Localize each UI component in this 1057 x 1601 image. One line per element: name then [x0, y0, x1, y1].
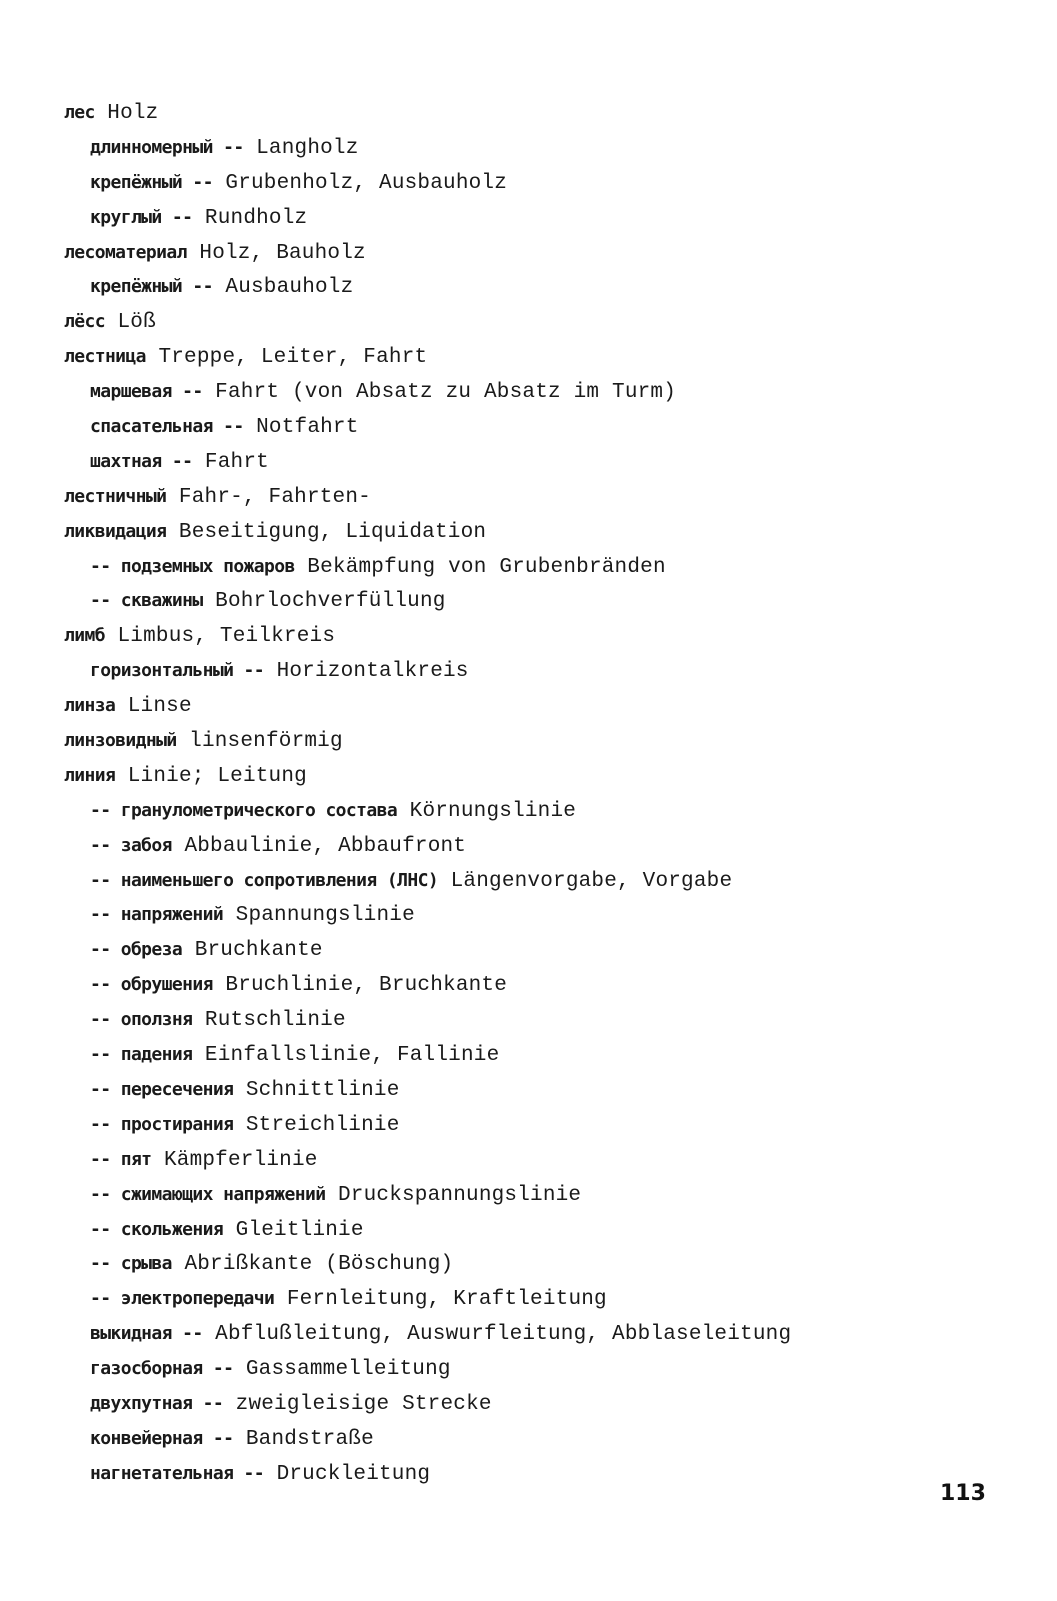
russian-term: -- обреза — [90, 939, 183, 961]
dictionary-entry — [0, 617, 1057, 652]
dictionary-entry — [0, 234, 1057, 269]
dictionary-entry — [0, 129, 1057, 164]
german-translation: Beseitigung, Liquidation — [178, 520, 487, 544]
russian-term: лестничный — [64, 485, 167, 507]
german-translation: Streichlinie — [245, 1113, 400, 1137]
dictionary-entry — [0, 652, 1057, 687]
german-translation: Horizontalkreis — [276, 660, 469, 684]
dictionary-entry — [0, 792, 1057, 827]
german-translation: Abflußleitung, Auswurfleitung, Abblaseleitung — [215, 1323, 792, 1347]
german-translation: Limbus, Teilkreis — [117, 625, 336, 649]
german-translation: Ausbauholz — [225, 276, 354, 300]
german-translation: Gassammelleitung — [245, 1358, 451, 1382]
russian-term: -- электропередачи — [90, 1288, 275, 1310]
russian-term: -- наименьшего сопротивления (ЛНС) — [90, 869, 439, 891]
german-translation: linsenförmig — [189, 730, 343, 754]
russian-term: нагнетательная -- — [90, 1462, 265, 1484]
russian-term: -- обрушения — [90, 974, 213, 996]
russian-term: линзовидный — [64, 730, 177, 752]
dictionary-entry — [0, 1176, 1057, 1211]
german-translation: Schnittlinie — [245, 1078, 400, 1102]
german-translation: Bruchlinie, Bruchkante — [225, 974, 508, 998]
russian-term: шахтная -- — [90, 450, 193, 472]
german-translation: Gleitlinie — [235, 1218, 364, 1242]
dictionary-entry — [0, 443, 1057, 478]
german-translation: Bohrlochverfüllung — [215, 590, 446, 614]
dictionary-entry — [0, 1211, 1057, 1246]
russian-term: спасательная -- — [90, 416, 244, 438]
dictionary-entry — [0, 94, 1057, 129]
dictionary-entry — [0, 757, 1057, 792]
russian-term: лес — [64, 102, 95, 123]
russian-term: маршевая -- — [90, 381, 203, 403]
german-translation: Treppe, Leiter, Fahrt — [158, 346, 428, 370]
russian-term: -- скважины — [90, 590, 203, 612]
russian-term: -- срыва — [90, 1253, 172, 1275]
dictionary-entry — [0, 1071, 1057, 1106]
russian-term: газосборная -- — [90, 1358, 234, 1380]
russian-term: круглый -- — [90, 206, 193, 228]
german-translation: Fahrt — [204, 450, 269, 474]
russian-term: двухпутная -- — [90, 1392, 224, 1414]
russian-term: -- пят — [90, 1148, 152, 1170]
german-translation: Fahr-, Fahrten- — [178, 485, 371, 509]
russian-term: линия — [64, 764, 116, 786]
russian-term: крепёжный -- — [90, 171, 213, 193]
german-translation: Grubenholz, Ausbauholz — [225, 171, 508, 195]
dictionary-entry — [0, 268, 1057, 303]
dictionary-entry — [0, 513, 1057, 548]
dictionary-entry — [0, 164, 1057, 199]
german-translation: Fernleitung, Kraftleitung — [286, 1288, 607, 1312]
german-translation: Holz — [107, 102, 159, 125]
german-translation: Löß — [117, 311, 156, 335]
russian-term: -- падения — [90, 1044, 193, 1066]
russian-term: -- забоя — [90, 834, 172, 856]
russian-term: -- простирания — [90, 1113, 234, 1135]
dictionary-entry — [0, 931, 1057, 966]
dictionary-entry — [0, 1420, 1057, 1455]
german-translation: Rutschlinie — [204, 1009, 346, 1033]
dictionary-entry — [0, 1455, 1057, 1490]
russian-term: ликвидация — [64, 520, 167, 542]
russian-term: горизонтальный -- — [90, 660, 265, 682]
russian-term: лимб — [64, 625, 105, 647]
dictionary-entry — [0, 1106, 1057, 1141]
dictionary-entry — [0, 373, 1057, 408]
german-translation: Druckspannungslinie — [338, 1183, 582, 1207]
german-translation: Längenvorgabe, Vorgabe — [450, 869, 733, 893]
dictionary-entry — [0, 582, 1057, 617]
dictionary-entry — [0, 966, 1057, 1001]
russian-term: -- сжимающих напряжений — [90, 1183, 326, 1205]
dictionary-entry — [0, 862, 1057, 897]
german-translation: zweigleisige Strecke — [235, 1392, 492, 1416]
russian-term: -- оползня — [90, 1009, 193, 1031]
dictionary-entry — [0, 478, 1057, 513]
russian-term: конвейерная -- — [90, 1427, 234, 1449]
russian-term: -- гранулометрического состава — [90, 799, 398, 821]
dictionary-entry — [0, 1280, 1057, 1315]
russian-term: лесоматериал — [64, 241, 187, 263]
dictionary-entry — [0, 827, 1057, 862]
entry-list — [0, 94, 1057, 1490]
russian-term: линза — [64, 695, 116, 717]
german-translation: Linie; Leitung — [127, 764, 307, 788]
german-translation: Druckleitung — [276, 1462, 431, 1486]
dictionary-entry — [0, 303, 1057, 338]
page-number: 113 — [940, 1481, 986, 1506]
german-translation: Notfahrt — [256, 416, 359, 440]
dictionary-entry — [0, 687, 1057, 722]
dictionary-entry — [0, 548, 1057, 583]
german-translation: Spannungslinie — [235, 904, 415, 928]
german-translation: Bruchkante — [194, 939, 323, 963]
german-translation: Körnungslinie — [409, 799, 577, 823]
german-translation: Bandstraße — [245, 1427, 374, 1451]
dictionary-entry — [0, 1385, 1057, 1420]
dictionary-entry — [0, 199, 1057, 234]
russian-term: лестница — [64, 346, 146, 368]
dictionary-entry — [0, 722, 1057, 757]
german-translation: Langholz — [256, 136, 359, 160]
russian-term: длинномерный -- — [90, 136, 244, 158]
dictionary-entry — [0, 1141, 1057, 1176]
russian-term: выкидная -- — [90, 1323, 203, 1345]
german-translation: Linse — [127, 695, 192, 719]
dictionary-entry — [0, 1036, 1057, 1071]
german-translation: Abbaulinie, Abbaufront — [184, 834, 467, 858]
russian-term: -- напряжений — [90, 904, 224, 926]
dictionary-entry — [0, 338, 1057, 373]
german-translation: Abrißkante (Böschung) — [184, 1253, 454, 1277]
russian-term: крепёжный -- — [90, 276, 213, 298]
russian-term: -- подземных пожаров — [90, 555, 295, 577]
dictionary-entry — [0, 896, 1057, 931]
russian-term: -- скольжения — [90, 1218, 224, 1240]
german-translation: Kämpferlinie — [163, 1148, 318, 1172]
german-translation: Rundholz — [204, 206, 308, 230]
russian-term: -- пересечения — [90, 1078, 234, 1100]
german-translation: Holz, Bauholz — [199, 241, 366, 265]
dictionary-entry — [0, 1001, 1057, 1036]
german-translation: Bekämpfung von Grubenbränden — [307, 555, 666, 579]
german-translation: Einfallslinie, Fallinie — [204, 1044, 500, 1068]
dictionary-entry — [0, 1350, 1057, 1385]
dictionary-entry — [0, 408, 1057, 443]
russian-term: лёсс — [64, 311, 105, 333]
german-translation: Fahrt (von Absatz zu Absatz im Turm) — [215, 381, 677, 405]
dictionary-entry — [0, 1245, 1057, 1280]
dictionary-entry — [0, 1315, 1057, 1350]
